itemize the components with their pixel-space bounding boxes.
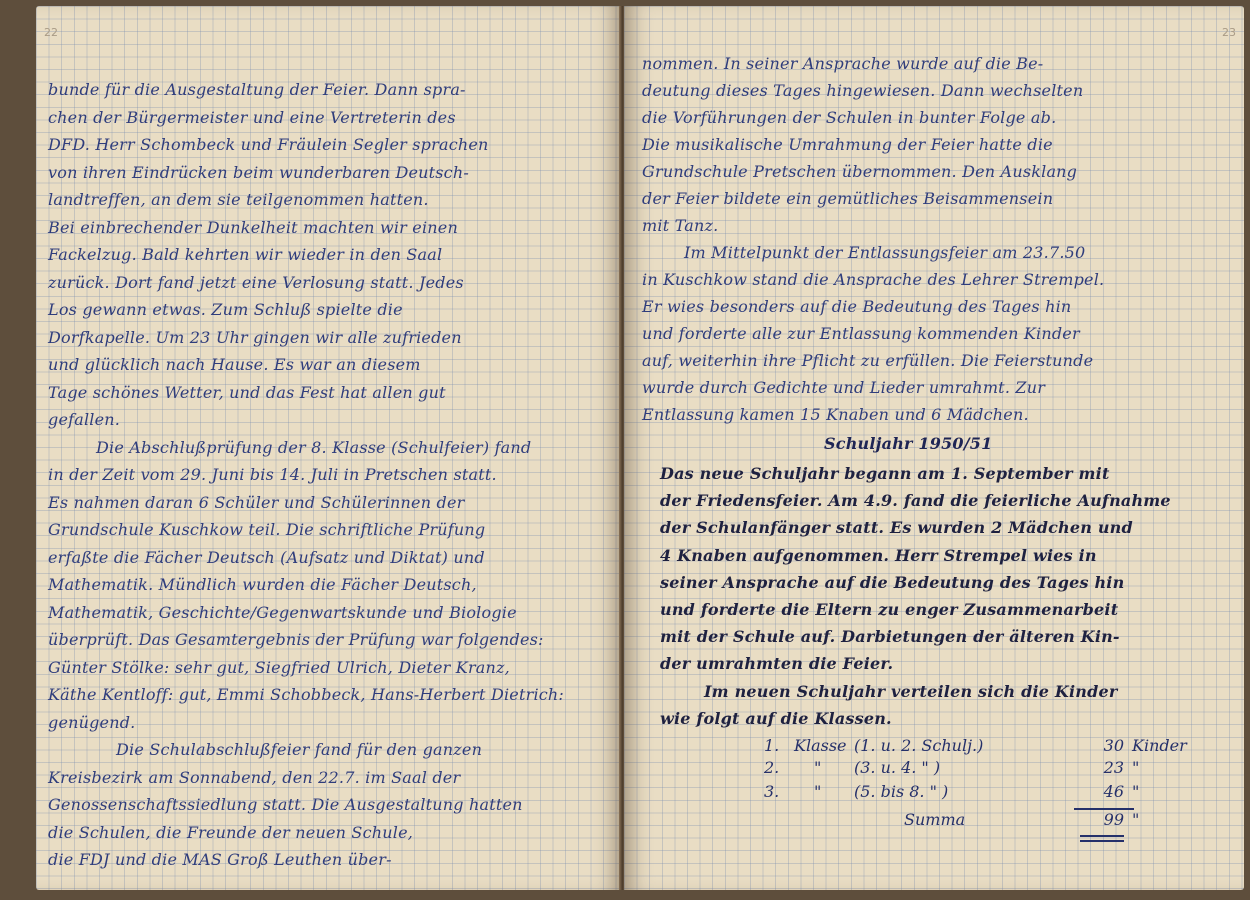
row-number: 2. <box>764 758 780 777</box>
handwritten-line: die Vorführungen der Schulen in bunter Folge ab. <box>642 108 1057 127</box>
handwritten-line: erfaßte die Fächer Deutsch (Aufsatz und Diktat) und <box>48 547 485 567</box>
handwritten-line: wurde durch Gedichte und Lieder umrahmt. Zur <box>642 378 1046 397</box>
handwritten-line: der Friedensfeier. Am 4.9. fand die feierliche Aufnahme <box>660 491 1171 511</box>
row-label: " <box>814 758 822 777</box>
handwritten-line: Die Schulabschlußfeier fand für den ganzen <box>116 740 483 759</box>
row-unit: " <box>1132 782 1140 801</box>
table-row <box>764 782 1184 806</box>
handwritten-line: Genossenschaftssiedlung statt. Die Ausgestaltung hatten <box>48 795 523 814</box>
handwritten-line: Los gewann etwas. Zum Schluß spielte die <box>48 300 403 319</box>
row-count: 46 <box>1103 782 1124 801</box>
handwritten-line: 4 Knaben aufgenommen. Herr Strempel wies in <box>660 545 1097 565</box>
handwritten-line: überprüft. Das Gesamtergebnis der Prüfung war folgendes: <box>48 630 544 649</box>
handwritten-line: seiner Ansprache auf die Bedeutung des Tages hin <box>660 572 1125 592</box>
table-row <box>764 758 1184 782</box>
handwritten-line: chen der Bürgermeister und eine Vertreterin des <box>48 107 456 127</box>
handwritten-line: Im neuen Schuljahr verteilen sich die Kinder <box>704 681 1118 701</box>
row-range: (5. bis 8. " ) <box>854 782 949 801</box>
row-unit: " <box>1132 810 1140 829</box>
row-count: 99 <box>1103 810 1124 829</box>
row-range: (3. u. 4. " ) <box>854 758 941 777</box>
handwritten-line: und forderte die Eltern zu enger Zusammenarbeit <box>660 600 1119 619</box>
handwritten-line: wie folgt auf die Klassen. <box>660 708 892 728</box>
handwritten-line: der Feier bildete ein gemütliches Beisammensein <box>642 189 1054 208</box>
handwritten-line: Grundschule Pretschen übernommen. Den Ausklang <box>642 162 1078 181</box>
handwritten-line: Grundschule Kuschkow teil. Die schriftliche Prüfung <box>48 520 486 539</box>
handwritten-line: die Schulen, die Freunde der neuen Schule, <box>48 822 414 842</box>
table-row <box>764 736 1187 760</box>
double-underline <box>1080 835 1124 837</box>
handwritten-line: Mathematik. Mündlich wurden die Fächer Deutsch, <box>48 575 477 594</box>
handwritten-line: von ihren Eindrücken beim wunderbaren Deutsch- <box>48 162 469 182</box>
handwritten-line: nommen. In seiner Ansprache wurde auf die Be- <box>642 54 1044 73</box>
double-underline <box>1080 840 1124 842</box>
handwritten-line: Im Mittelpunkt der Entlassungsfeier am 23.7.50 <box>684 243 1086 262</box>
right-page <box>624 6 1244 890</box>
handwritten-line: zurück. Dort fand jetzt eine Verlosung statt. Jedes <box>48 272 464 292</box>
handwritten-line: mit Tanz. <box>642 216 719 235</box>
handwritten-line: der umrahmten die Feier. <box>660 654 894 674</box>
row-number: 1. <box>764 736 780 755</box>
handwritten-line: Er wies besonders auf die Bedeutung des Tages hin <box>642 297 1072 316</box>
school-year-heading: Schuljahr 1950/51 <box>824 434 993 453</box>
handwritten-line: Günter Stölke: sehr gut, Siegfried Ulrich, Dieter Kranz, <box>48 657 510 677</box>
row-range: Summa <box>904 810 966 829</box>
handwritten-line: und glücklich nach Hause. Es war an diesem <box>48 355 421 374</box>
handwritten-line: Käthe Kentloff: gut, Emmi Schobbeck, Hans-Herbert Dietrich: <box>48 685 565 704</box>
row-range: (1. u. 2. Schulj.) <box>854 736 984 755</box>
handwritten-line: gefallen. <box>48 410 121 429</box>
handwritten-line: Die musikalische Umrahmung der Feier hatte die <box>642 135 1053 154</box>
left-page-number: 22 <box>44 26 58 39</box>
handwritten-line: Dorfkapelle. Um 23 Uhr gingen wir alle zufrieden <box>48 327 462 347</box>
handwritten-line: der Schulanfänger statt. Es wurden 2 Mädchen und <box>660 518 1133 538</box>
table-row <box>764 810 1184 834</box>
handwritten-line: Kreisbezirk am Sonnabend, den 22.7. im Saal der <box>48 767 461 787</box>
handwritten-line: in Kuschkow stand die Ansprache des Lehrer Strempel. <box>642 270 1105 289</box>
handwritten-line: Bei einbrechender Dunkelheit machten wir einen <box>48 217 458 237</box>
handwritten-line: mit der Schule auf. Darbietungen der älteren Kin- <box>660 627 1120 647</box>
row-label: " <box>814 782 822 801</box>
handwritten-line: in der Zeit vom 29. Juni bis 14. Juli in Pretschen statt. <box>48 465 497 484</box>
handwritten-line: Es nahmen daran 6 Schüler und Schülerinnen der <box>48 492 465 512</box>
handwritten-line: Mathematik, Geschichte/Gegenwartskunde und Biologie <box>48 602 517 622</box>
handwritten-line: auf, weiterhin ihre Pflicht zu erfüllen. Die Feierstunde <box>642 351 1094 370</box>
left-page <box>36 6 621 890</box>
handwritten-line: deutung dieses Tages hingewiesen. Dann wechselten <box>642 81 1084 100</box>
row-unit: Kinder <box>1132 736 1187 755</box>
row-label: Klasse <box>794 736 847 755</box>
right-page-number: 23 <box>1222 26 1236 39</box>
handwritten-line: Fackelzug. Bald kehrten wir wieder in den Saal <box>48 245 443 264</box>
handwritten-line: bunde für die Ausgestaltung der Feier. Dann spra- <box>48 80 466 99</box>
handwritten-line: genügend. <box>48 712 136 732</box>
handwritten-line: DFD. Herr Schombeck und Fräulein Segler sprachen <box>48 135 489 154</box>
handwritten-line: Die Abschlußprüfung der 8. Klasse (Schulfeier) fand <box>96 437 532 457</box>
handwritten-line: Entlassung kamen 15 Knaben und 6 Mädchen. <box>642 405 1029 424</box>
handwritten-line: und forderte alle zur Entlassung kommenden Kinder <box>642 324 1080 343</box>
handwritten-line: Das neue Schuljahr begann am 1. September mit <box>660 464 1110 483</box>
handwritten-line: die FDJ und die MAS Groß Leuthen über- <box>48 850 392 869</box>
row-unit: " <box>1132 758 1140 777</box>
row-count: 30 <box>1103 736 1124 755</box>
handwritten-line: Tage schönes Wetter, und das Fest hat allen gut <box>48 382 446 402</box>
row-number: 3. <box>764 782 780 801</box>
row-count: 23 <box>1103 758 1124 777</box>
handwritten-line: landtreffen, an dem sie teilgenommen hatten. <box>48 190 429 209</box>
